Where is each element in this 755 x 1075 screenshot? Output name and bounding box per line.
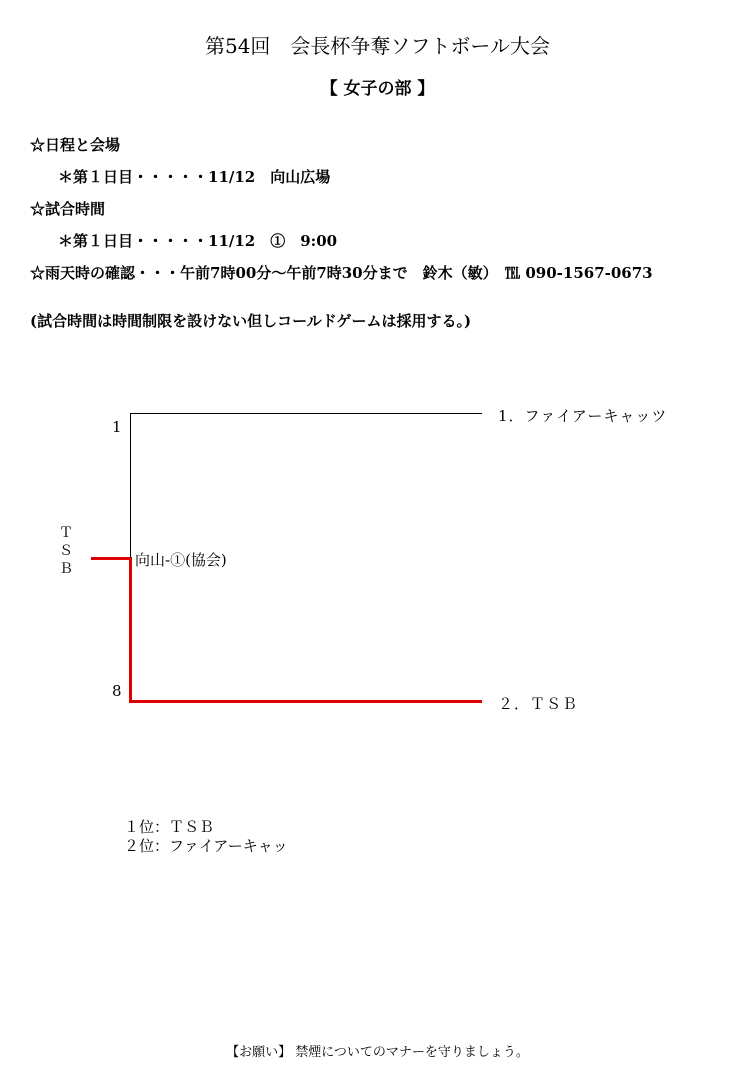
winner-side-char: Ｓ	[59, 543, 73, 559]
seed-number-top: 1	[112, 418, 122, 436]
team-top-entry: 1．ファイアーキャッツ	[498, 407, 668, 425]
winner-side-char: Ｔ	[59, 525, 73, 541]
rules-note: (試合時間は時間制限を設けない但しコールドゲームは採用する。)	[30, 312, 472, 330]
winner-side-char: Ｂ	[59, 561, 73, 577]
match-time-day1: ＊第１日目・・・・・11/12 ① 9:00	[58, 232, 338, 250]
rain-check-info: ☆雨天時の確認・・・午前7時00分～午前7時30分まで 鈴木（敏） ℡ 090-1567-0673	[30, 264, 653, 282]
schedule-heading: ☆日程と会場	[30, 136, 121, 154]
page-title: 第54回 会長杯争奪ソフトボール大会	[204, 34, 551, 58]
division-subtitle: 【 女子の部 】	[320, 79, 435, 99]
result-second-place: ２位：ファイアーキャッ	[124, 837, 288, 855]
result-first-place: １位：ＴＳＢ	[124, 818, 215, 836]
footer-notice: 【お願い】 禁煙についてのマナーを守りましょう。	[226, 1045, 529, 1060]
bracket-winner-horizontal-line	[129, 700, 482, 703]
match-venue-label: 向山-①(協会)	[135, 551, 227, 569]
winner-side-label	[59, 524, 73, 578]
match-time-heading: ☆試合時間	[30, 200, 106, 218]
bracket-top-vertical-line	[130, 413, 131, 558]
team-bottom-entry: ２．ＴＳＢ	[498, 695, 579, 713]
bracket-winner-vertical-line	[129, 557, 132, 703]
bracket-winner-stub-line	[91, 557, 131, 560]
bracket-top-horizontal-line	[130, 413, 482, 414]
schedule-day1: ＊第１日目・・・・・11/12 向山広場	[58, 168, 331, 186]
seed-number-bottom: 8	[112, 682, 122, 700]
